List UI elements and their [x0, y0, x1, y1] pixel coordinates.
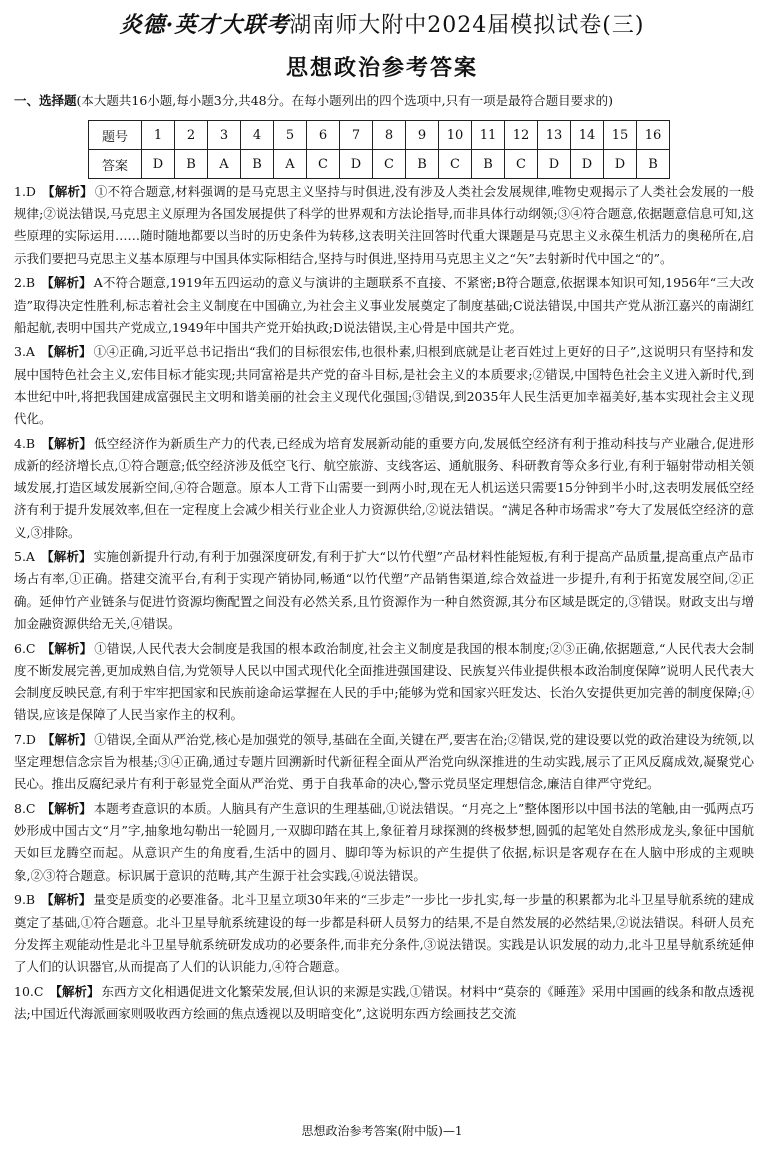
exam-title: [0, 10, 764, 41]
answer-table-answer-cell: B: [637, 150, 670, 179]
item-explanation-text: 实施创新提升行动,有利于加强深度研发,有利于扩大“以竹代塑”产品材料性能短板,有利于提高产品质量,提高重点产品市场占有率,①正确。搭建交流平台,有利于实现产销协同,畅通“以竹代塑”产品销售渠道,综合效益进一步提升,有利于拓宽发展空间,②正确。延伸竹产业链条与促进竹资源均衡配置之间没有必然关系,且竹资源作为一种自然资源,其分布区域是既定的,③错误。财政支出与增加金融资源供给无关,④错误。: [14, 549, 754, 631]
answer-table-answer-cell: C: [373, 150, 406, 179]
item-analysis-tag: 【解析】: [41, 800, 92, 816]
answer-table-number-cell: 6: [307, 121, 340, 150]
answer-table-answer-cell: B: [175, 150, 208, 179]
explanation-item: [14, 546, 754, 635]
answer-table-answer-cell: B: [472, 150, 505, 179]
item-number: 8.C: [14, 800, 36, 816]
answer-table-number-cell: 13: [538, 121, 571, 150]
explanation-item: [14, 341, 754, 430]
item-explanation-text: 东西方文化相遇促进文化繁荣发展,但认识的来源是实践,①错误。材料中“莫奈的《睡莲》采用中国画的线条和散点透视法;中国近代海派画家则吸收西方绘画的焦点透视以及明暗变化”,这说明东西方绘画技艺交流: [14, 983, 754, 1021]
answer-table-number-cell: 15: [604, 121, 637, 150]
answer-table-number-cell: 5: [274, 121, 307, 150]
answer-table-number-cell: 3: [208, 121, 241, 150]
answer-table-number-cell: 1: [142, 121, 175, 150]
exam-title-text: 湖南师大附中2024届模拟试卷(三): [289, 13, 645, 38]
answer-table-answer-cell: A: [208, 150, 241, 179]
answer-table-answer-cell: B: [406, 150, 439, 179]
item-number: 7.D: [14, 731, 36, 747]
answer-table-answer-cell: C: [307, 150, 340, 179]
explanation-item: [14, 181, 754, 270]
item-analysis-tag: 【解析】: [41, 731, 93, 747]
section-note: (本大题共16小题,每小题3分,共48分。在每小题列出的四个选项中,只有一项是最符合题目要求的): [76, 93, 613, 108]
item-analysis-tag: 【解析】: [41, 892, 92, 908]
answer-table-answer-cell: C: [439, 150, 472, 179]
answer-table-number-cell: 16: [637, 121, 670, 150]
item-analysis-tag: 【解析】: [41, 435, 93, 451]
item-analysis-tag: 【解析】: [41, 275, 92, 291]
explanation-list: [14, 181, 754, 1028]
answer-table-answer-cell: A: [274, 150, 307, 179]
explanation-item: [14, 889, 754, 978]
item-explanation-text: A不符合题意,1919年五四运动的意义与演讲的主题联系不直接、不紧密;B符合题意,依据课本知识可知,1956年“三大改造”取得决定性胜利,标志着社会主义制度在中国确立,为社会主义事业发展奠定了制度基础;C说法错误,中国共产党从浙江嘉兴的南湖红船起航,表明中国共产党成立,1949年中国共产党开始执政;D说法错误,主心骨是中国共产党。: [14, 275, 754, 335]
answer-table-number-cell: 9: [406, 121, 439, 150]
answer-table-answer-cell: D: [142, 150, 175, 179]
answer-table: [88, 120, 670, 179]
item-explanation-text: 本题考查意识的本质。人脑具有产生意识的生理基础,①说法错误。“月亮之上”整体图形以中国书法的笔触,由一弧两点巧妙形成中国古文“月”字,抽象地勾勒出一轮圆月,一双脚印踏在其上,象征着月球探测的终极梦想,圆弧的起笔处自然形成龙头,象征中国航天如巨龙腾空而起。从意识产生的角度看,生活中的圆月、脚印等为标识的产生提供了依据,标识是客观存在在人脑中形成的主观映象,②③符合题意。标识属于意识的范畴,其产生源于社会实践,④说法错误。: [14, 800, 754, 883]
explanation-item: [14, 638, 754, 727]
answer-table-number-cell: 10: [439, 121, 472, 150]
page-subtitle: 思想政治参考答案: [285, 56, 478, 81]
item-number: 9.B: [14, 892, 36, 908]
answer-table-answer-cell: B: [241, 150, 274, 179]
answer-table-number-cell: 12: [505, 121, 538, 150]
explanation-item: [14, 433, 754, 544]
answer-table-answer-row: [89, 150, 670, 179]
page-footer: 思想政治参考答案(附中版)—1: [301, 1124, 463, 1138]
item-number: 5.A: [14, 549, 35, 565]
item-explanation-text: ①不符合题意,材料强调的是马克思主义坚持与时俱进,没有涉及人类社会发展规律,唯物史观揭示了人类社会发展的一般规律;②说法错误,马克思主义原理为各国发展提供了科学的世界观和方法论指导,而非具体行动纲领;③④符合题意,依据题意信息可知,这些原理的实际运用……随时随地都要以当时的历史条件为转移,这表明关注回答时代重大课题是马克思主义永葆生机活力的奥秘所在,启示我们要把马克思主义基本原理与中国具体实际相结合,坚持与时俱进,坚持用马克思主义之“矢”去射新时代中国之“的”。: [14, 184, 754, 266]
item-analysis-tag: 【解析】: [49, 983, 100, 999]
answer-table-answer-cell: D: [340, 150, 373, 179]
brand-logo-text: 炎德·英才大联考: [119, 12, 290, 38]
answer-table-answer-cell: D: [604, 150, 637, 179]
answer-table-number-row: [89, 121, 670, 150]
answer-table-number-cell: 4: [241, 121, 274, 150]
item-analysis-tag: 【解析】: [41, 640, 93, 656]
item-number: 3.A: [14, 344, 35, 360]
explanation-item: [14, 798, 754, 887]
item-analysis-tag: 【解析】: [40, 344, 92, 360]
answer-table-answer-cell: D: [571, 150, 604, 179]
answer-table-number-cell: 8: [373, 121, 406, 150]
answer-table-row2-label: 答案: [89, 150, 142, 179]
section-label: 一、选择题: [14, 93, 77, 108]
item-explanation-text: ①错误,全面从严治党,核心是加强党的领导,基础在全面,关键在严,要害在治;②错误,党的建设要以党的政治建设为统领,以坚定理想信念宗旨为根基;③④正确,通过专题片回溯新时代新征程全面从严治党向纵深推进的生动实践,展示了正风反腐成效,凝聚党心民心。推出反腐纪录片有利于彰显党全面从严治党、勇于自我革命的决心,警示党员坚定理想信念,廉洁自律严守党纪。: [14, 731, 754, 792]
answer-table-number-cell: 7: [340, 121, 373, 150]
answer-table-answer-cell: D: [538, 150, 571, 179]
answer-table-number-cell: 2: [175, 121, 208, 150]
explanation-item: [14, 729, 754, 796]
item-explanation-text: ①错误,人民代表大会制度是我国的根本政治制度,社会主义制度是我国的根本制度;②③正确,依据题意,“人民代表大会制度不断发展完善,更加成熟自信,为党领导人民以中国式现代化全面推进强国建设、民族复兴伟业提供根本政治制度保障”说明人民代表大会制度反映民意,有利于牢牢把国家和民族前途命运掌握在人民的手中;能够为党和国家兴旺发达、长治久安提供更加完善的制度保障;④错误,应该是保障了人民当家作主的权利。: [14, 640, 754, 723]
answer-table-number-cell: 11: [472, 121, 505, 150]
item-number: 6.C: [14, 640, 36, 656]
item-explanation-text: 低空经济作为新质生产力的代表,已经成为培育发展新动能的重要方向,发展低空经济有利于推动科技与产业融合,促进形成新的经济增长点,①符合题意;低空经济涉及低空飞行、航空旅游、支线客运、通航服务、科研教育等众多行业,有利于辐射带动相关领域发展,打造区域发展新空间,④符合题意。原本人工背下山需要一到两小时,现在无人机运送只需要15分钟到半小时,这表明发展低空经济有利于提升发展效率,但在一定程度上会减少相关行业企业人力资源供给,②说法错误。“满足各种市场需求”夸大了发展低空经济的意义,③排除。: [14, 435, 754, 540]
item-analysis-tag: 【解析】: [41, 184, 93, 199]
item-number: 1.D: [14, 184, 36, 199]
section-heading: [14, 92, 754, 110]
answer-table-answer-cell: C: [505, 150, 538, 179]
item-number: 10.C: [14, 983, 44, 999]
answer-table-row1-label: 题号: [89, 121, 142, 150]
item-analysis-tag: 【解析】: [40, 549, 92, 565]
item-number: 2.B: [14, 275, 36, 291]
explanation-item: [14, 981, 754, 1025]
item-explanation-text: ①④正确,习近平总书记指出“我们的目标很宏伟,也很朴素,归根到底就是让老百姓过上更好的日子”,这说明只有坚持和发展中国特色社会主义,宏伟目标才能实现;共同富裕是共产党的奋斗目标,是社会主义的本质要求;②错误,中国特色社会主义进入新时代,到本世纪中叶,将把我国建成富强民主文明和谐美丽的社会主义现代化强国;③错误,到2035年人民生活更加幸福美好,基本实现社会主义现代化。: [14, 344, 754, 427]
item-number: 4.B: [14, 435, 36, 451]
answer-table-number-cell: 14: [571, 121, 604, 150]
item-explanation-text: 量变是质变的必要准备。北斗卫星立项30年来的“三步走”一步比一步扎实,每一步量的积累都为北斗卫星导航系统的建成奠定了基础,①符合题意。北斗卫星导航系统建设的每一步都是科研人员努力的结果,不是自然发展的必然结果,②说法错误。科研人员充分发挥主观能动性是北斗卫星导航系统研发成功的必要条件,而非充分条件,③说法错误。实践是认识发展的动力,北斗卫星导航系统延伸了人们的认识器官,从而提高了人们的认识能力,④符合题意。: [14, 892, 754, 974]
explanation-item: [14, 272, 754, 339]
